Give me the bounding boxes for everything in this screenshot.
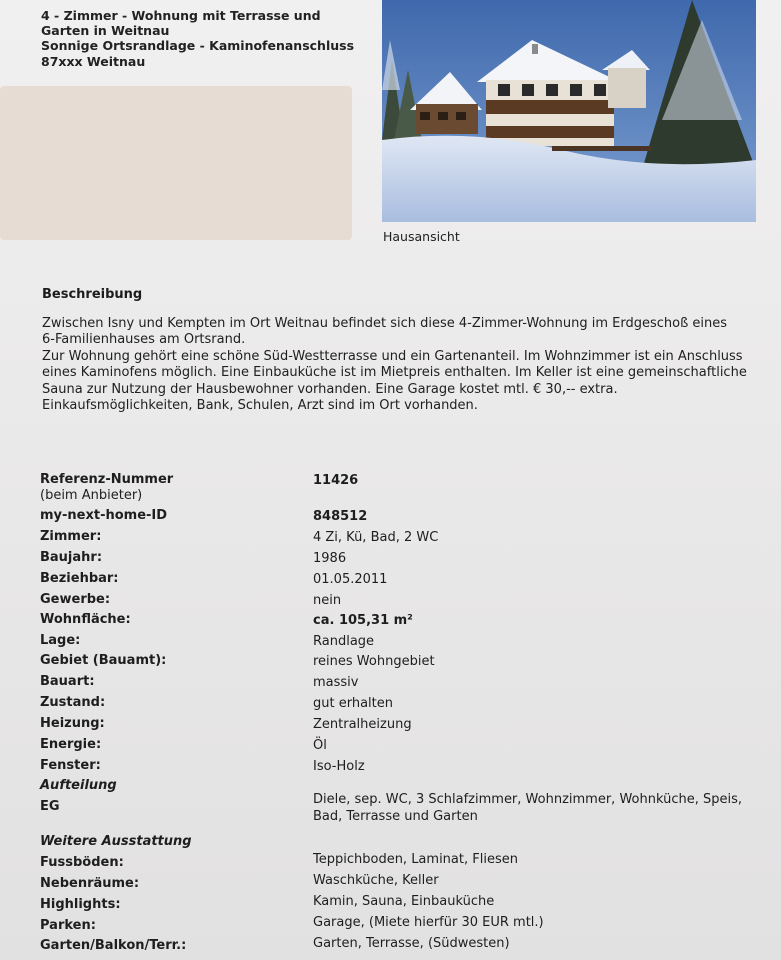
fact-value: [313, 791, 773, 825]
fact-label: EG: [40, 799, 60, 814]
description-line: Zur Wohnung gehört eine schöne Süd-Westterrasse und ein Gartenanteil. Im Wohnzimmer ist ein Anschluss: [42, 348, 743, 364]
fact-label: Parken:: [40, 918, 96, 933]
fact-label: Fussböden:: [40, 855, 124, 870]
photo-caption: Hausansicht: [383, 229, 460, 244]
fact-value-line: Diele, sep. WC, 3 Schlafzimmer, Wohnzimmer, Wohnküche, Speis,: [313, 792, 742, 807]
fact-label: Heizung:: [40, 716, 105, 731]
description-line: Einkaufsmöglichkeiten, Bank, Schulen, Arzt sind im Ort vorhanden.: [42, 398, 478, 414]
fact-value: 848512: [313, 509, 368, 524]
description-line: Zwischen Isny und Kempten im Ort Weitnau befindet sich diese 4-Zimmer-Wohnung im Erdgeschoß eines: [42, 316, 728, 331]
fact-label-text: Referenz-Nummer: [40, 472, 174, 487]
fact-value: Garten, Terrasse, (Südwesten): [313, 936, 510, 951]
redacted-area: [0, 86, 352, 240]
fact-value: nein: [313, 593, 342, 608]
title-line: Sonnige Ortsrandlage - Kaminofenanschluss: [41, 38, 355, 54]
description-line: 6-Familienhauses am Ortsrand.: [42, 332, 246, 348]
fact-value: 11426: [313, 473, 359, 488]
fact-value: ca. 105,31 m²: [313, 613, 413, 628]
fact-value: Öl: [313, 738, 327, 753]
description-line: eines Kaminofens möglich. Eine Einbauküche ist im Mietpreis enthalten. Im Keller ist eine gemeinschaftliche: [42, 365, 747, 381]
section-subheading: Aufteilung: [40, 778, 117, 793]
fact-label: Gewerbe:: [40, 592, 111, 607]
title-line: 87xxx Weitnau: [41, 53, 146, 69]
fact-label: Nebenräume:: [40, 876, 140, 891]
description-heading: Beschreibung: [42, 287, 143, 302]
fact-value: 01.05.2011: [313, 572, 388, 587]
fact-value: Randlage: [313, 634, 375, 649]
section-subheading: Weitere Ausstattung: [40, 834, 192, 849]
fact-label: Zustand:: [40, 695, 106, 710]
description-text: [42, 316, 767, 414]
fact-value: reines Wohngebiet: [313, 654, 435, 669]
fact-value: massiv: [313, 675, 359, 690]
house-photo-illustration: [382, 0, 756, 222]
fact-label: Garten/Balkon/Terr.:: [40, 938, 187, 953]
title-line: Garten in Weitnau: [41, 23, 170, 39]
fact-label: Energie:: [40, 737, 102, 752]
listing-title: [41, 8, 371, 69]
fact-value: Garage, (Miete hierfür 30 EUR mtl.): [313, 915, 544, 930]
fact-label: my-next-home-ID: [40, 508, 168, 523]
fact-value-line: Bad, Terrasse und Garten: [313, 809, 478, 824]
fact-label: Beziehbar:: [40, 571, 119, 586]
fact-label: Baujahr:: [40, 550, 103, 565]
fact-value: Teppichboden, Laminat, Fliesen: [313, 852, 518, 867]
fact-value: gut erhalten: [313, 696, 393, 711]
title-line: 4 - Zimmer - Wohnung mit Terrasse und: [41, 8, 321, 23]
fact-value: Zentralheizung: [313, 717, 412, 732]
fact-label: Lage:: [40, 633, 81, 648]
fact-value: Iso-Holz: [313, 759, 365, 774]
fact-value: 4 Zi, Kü, Bad, 2 WC: [313, 530, 439, 545]
fact-value: Kamin, Sauna, Einbauküche: [313, 894, 495, 909]
fact-label: Zimmer:: [40, 529, 102, 544]
house-photo: [382, 0, 756, 222]
fact-value: Waschküche, Keller: [313, 873, 439, 888]
fact-label: Gebiet (Bauamt):: [40, 653, 167, 668]
fact-value: 1986: [313, 551, 347, 566]
fact-label: Highlights:: [40, 897, 121, 912]
fact-sublabel: (beim Anbieter): [40, 488, 143, 503]
fact-label: Fenster:: [40, 758, 101, 773]
description-line: Sauna zur Nutzung der Hausbewohner vorhanden. Eine Garage kostet mtl. € 30,-- extra.: [42, 381, 618, 397]
fact-label: Bauart:: [40, 674, 95, 689]
fact-label: [40, 472, 310, 504]
fact-label: Wohnfläche:: [40, 612, 131, 627]
